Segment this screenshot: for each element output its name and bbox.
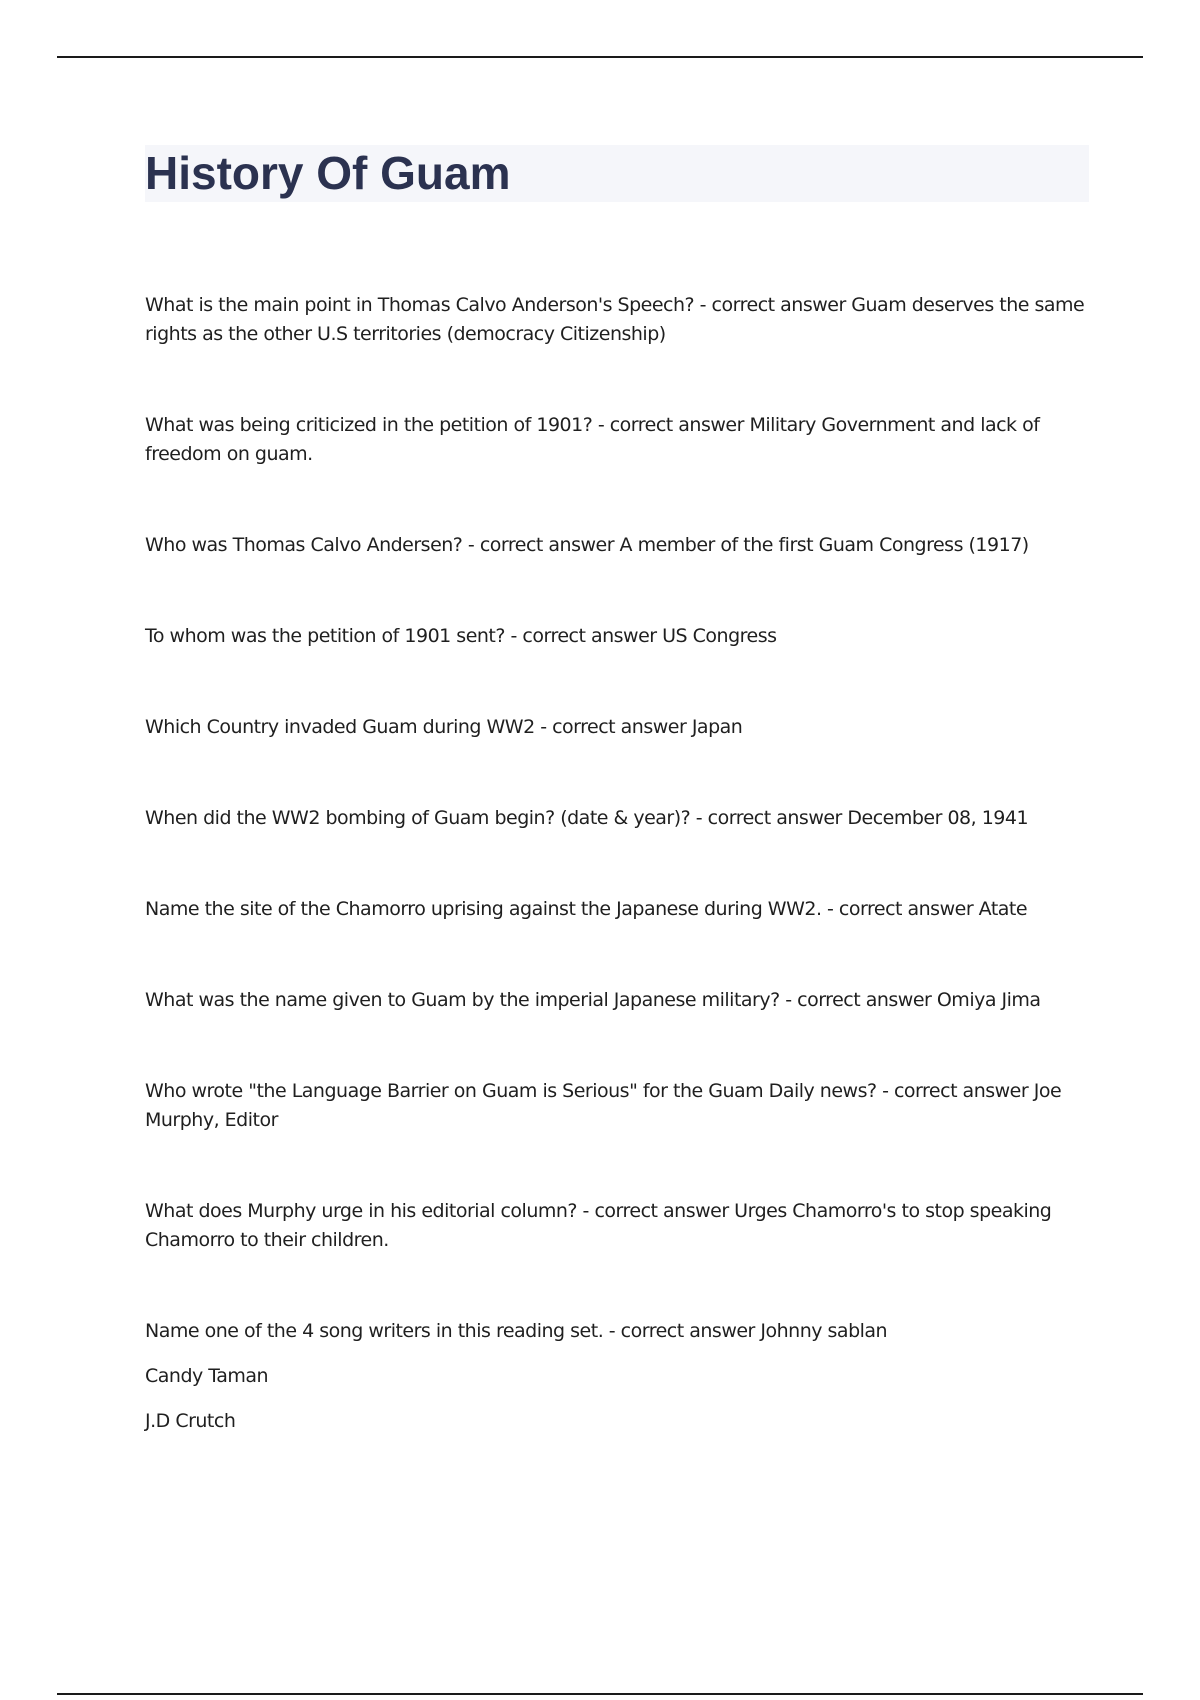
songwriter-line: J.D Crutch	[145, 1410, 236, 1432]
bottom-rule	[57, 1693, 1143, 1695]
qa-item-text: Name one of the 4 song writers in this reading set. - correct answer Johnny sablan	[145, 1320, 888, 1342]
qa-item: Who wrote "the Language Barrier on Guam is Serious" for the Guam Daily news? - correct answer Joe Murphy, Editor	[145, 1080, 1062, 1131]
qa-item: What is the main point in Thomas Calvo Anderson's Speech? - correct answer Guam deserves the same rights as the other U.S territories (democracy Citizenship)	[145, 294, 1085, 345]
songwriter-line: Candy Taman	[145, 1365, 269, 1387]
qa-list	[145, 291, 1085, 1436]
qa-item: What was the name given to Guam by the imperial Japanese military? - correct answer Omiya Jima	[145, 989, 1041, 1011]
qa-item: What does Murphy urge in his editorial column? - correct answer Urges Chamorro's to stop speaking Chamorro to their children.	[145, 1200, 1052, 1251]
qa-item-songwriters	[145, 1317, 1085, 1436]
qa-item: Name the site of the Chamorro uprising against the Japanese during WW2. - correct answer Atate	[145, 898, 1028, 920]
top-rule	[57, 56, 1143, 58]
qa-item: Who was Thomas Calvo Andersen? - correct answer A member of the first Guam Congress (1917)	[145, 534, 1029, 556]
qa-item: When did the WW2 bombing of Guam begin? (date & year)? - correct answer December 08, 1941	[145, 807, 1029, 829]
qa-item: Which Country invaded Guam during WW2 - correct answer Japan	[145, 716, 743, 738]
page-title: History Of Guam	[145, 147, 511, 199]
qa-item: What was being criticized in the petition of 1901? - correct answer Military Government and lack of freedom on guam.	[145, 414, 1040, 465]
qa-item: To whom was the petition of 1901 sent? - correct answer US Congress	[145, 625, 777, 647]
